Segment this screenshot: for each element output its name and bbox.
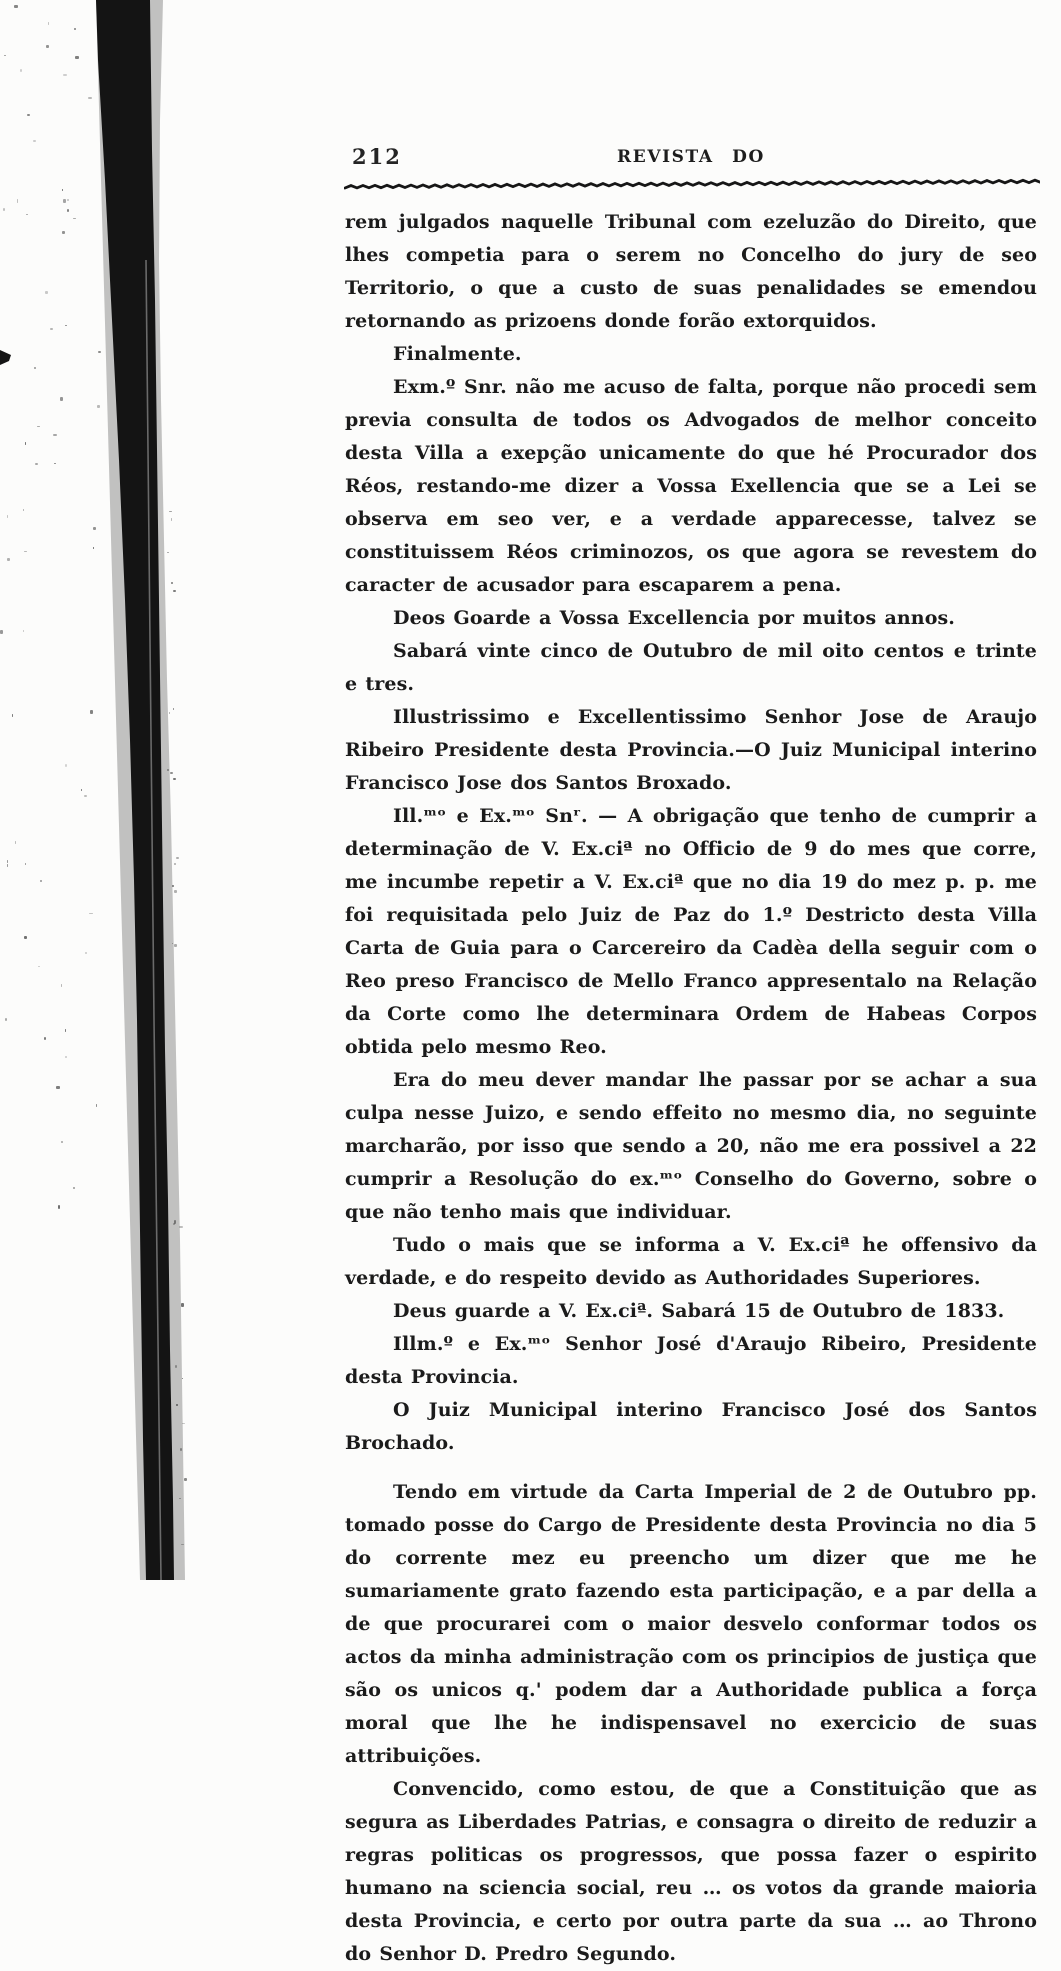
noise-speck — [25, 442, 26, 446]
noise-speck — [65, 764, 67, 767]
noise-speck — [174, 890, 177, 893]
paragraph: Convencido, como estou, de que a Constituição que as segura as Liberdades Patrias, e consagra o direito de reduzir a regras politicas os progressos, que possa fazer o espirito humano na sciencia social, reu … os votos da grande maioria desta Provincia, e certo por outra parte da sua … ao Throno do Senhor D. Predro Segundo. — [345, 1778, 1037, 1965]
noise-speck — [65, 1029, 66, 1032]
noise-speck — [173, 1223, 175, 1225]
noise-speck — [173, 708, 175, 710]
noise-speck — [180, 1448, 182, 1451]
noise-speck — [14, 5, 18, 9]
noise-speck — [7, 864, 8, 867]
paragraph: Deos Goarde a Vossa Excellencia por muitos annos. — [393, 607, 955, 629]
noise-speck — [25, 863, 26, 865]
gutter-shadow-graphic — [0, 0, 220, 1580]
noise-speck — [181, 1544, 184, 1546]
noise-speck — [40, 880, 42, 882]
noise-speck — [172, 885, 173, 888]
gutter-band-shape — [96, 0, 174, 1580]
noise-speck — [176, 857, 179, 860]
noise-speck — [34, 367, 36, 369]
gutter-seam-line — [146, 260, 161, 1580]
noise-speck — [65, 325, 68, 327]
noise-speck — [7, 558, 11, 562]
noise-speck — [93, 527, 97, 530]
noise-speck — [174, 944, 177, 947]
noise-speck — [26, 214, 29, 215]
noise-speck — [182, 1378, 183, 1380]
noise-speck — [98, 351, 101, 353]
noise-speck — [90, 710, 93, 714]
noise-speck — [12, 714, 13, 717]
paragraph: Illm.º e Ex.ᵐᵒ Senhor José d'Araujo Ribeiro, Presidente desta Provincia. — [345, 1333, 1037, 1388]
noise-speck — [37, 426, 40, 427]
noise-speck — [75, 56, 79, 60]
paragraph: Era do meu dever mandar lhe passar por se achar a sua culpa nesse Juizo, e sendo effeito no mesmo dia, no seguinte marcharão, por isso que sendo a 20, não me era possivel a 22 cumprir a Resolução do ex.ᵐᵒ Conselho do Governo, sobre o que não tenho mais que individuar. — [345, 1069, 1037, 1223]
page-number: 212 — [352, 144, 402, 169]
noise-speck — [182, 1423, 185, 1425]
noise-speck — [7, 860, 8, 863]
noise-speck — [58, 1205, 59, 1208]
noise-speck — [89, 913, 93, 915]
noise-speck — [35, 463, 38, 464]
paragraph: rem julgados naquelle Tribunal com ezeluzão do Direito, que lhes competia para o serem no Concelho do jury de seo Territorio, o que a custo de suas penalidades se emendou retornando as prizoens donde forão extorquidos. — [345, 211, 1037, 332]
noise-speck — [53, 434, 57, 436]
noise-speck — [0, 630, 3, 633]
noise-speck — [174, 863, 177, 865]
noise-speck — [88, 97, 92, 99]
noise-speck — [171, 582, 173, 584]
noise-speck — [61, 1141, 64, 1143]
noise-speck — [24, 551, 27, 553]
noise-speck — [20, 69, 22, 73]
noise-speck — [15, 841, 16, 844]
noise-speck — [97, 405, 100, 408]
noise-speck — [67, 209, 70, 213]
noise-speck — [85, 952, 87, 954]
paragraph: Exm.º Snr. não me acuso de falta, porque não procedi sem previa consulta de todos os Advogados de melhor conceito desta Villa a exepção unicamente do que hé Procurador dos Réos, restando-me dizer a Vossa Exellencia que se a Lei se observa em seo ver, e a verdade apparecesse, talvez se constituissem Réos criminozos, os que agora se revestem do caracter de acusador para escaparem a pena. — [345, 376, 1037, 596]
noise-speck — [61, 984, 62, 986]
noise-speck — [60, 397, 63, 401]
noise-speck — [167, 552, 169, 554]
noise-speck — [167, 769, 169, 771]
noise-speck — [169, 511, 172, 512]
noise-speck — [63, 74, 67, 76]
noise-speck — [73, 218, 76, 220]
noise-speck — [7, 515, 8, 518]
gutter-fringe-shape — [96, 0, 185, 1580]
noise-speck — [46, 45, 49, 49]
paragraph: Deus guarde a V. Ex.ciª. Sabará 15 de Outubro de 1833. — [393, 1300, 1005, 1322]
scan-noise-speckles — [0, 0, 220, 1580]
paragraph: Ill.ᵐᵒ e Ex.ᵐᵒ Snʳ. — A obrigação que tenho de cumprir a determinação de V. Ex.ciª no Officio de 9 do mes que corre, me incumbe repetir a V. Ex.ciª que no dia 19 do mez p. p. me foi requisitada pelo Juiz de Paz do 1.º Destricto desta Villa Carta de Guia para o Carcereiro da Cadèa della seguir com o Reo preso Francisco de Mello Franco appresentalo na Relação da Corte como lhe determinara Ordem de Habeas Corpos obtida pelo mesmo Reo. — [345, 805, 1037, 1058]
noise-speck — [181, 1303, 184, 1307]
noise-speck — [179, 1226, 182, 1228]
noise-speck — [17, 199, 18, 203]
noise-speck — [179, 1498, 181, 1500]
paragraph: Tudo o mais que se informa a V. Ex.ciª he offensivo da verdade, e do respeito devido as Authoridades Superiores. — [345, 1234, 1037, 1289]
noise-speck — [84, 795, 87, 797]
edge-mark — [0, 350, 11, 365]
noise-speck — [48, 22, 49, 25]
header-rule — [344, 172, 1040, 189]
noise-speck — [33, 140, 36, 142]
noise-speck — [67, 199, 68, 201]
noise-speck — [63, 199, 67, 203]
noise-speck — [23, 509, 24, 510]
noise-speck — [65, 1056, 67, 1058]
noise-speck — [45, 291, 47, 294]
scan-gutter-shadow — [0, 0, 220, 1580]
noise-speck — [24, 936, 27, 939]
paragraph: Tendo em virtude da Carta Imperial de 2 de Outubro pp. tomado posse do Cargo de Presidente desta Provincia no dia 5 do corrente mez eu preencho um dizer que me he sumariamente grato fazendo esta participação, e a par della a de que procurarei com o maior desvelo conformar todos os actos da minha administração com os principios de justiça que são os unicos q.' podem dar a Authoridade publica a força moral que lhe he indispensavel no exercicio de suas attribuições. — [345, 1481, 1037, 1767]
noise-speck — [56, 1086, 60, 1089]
noise-speck — [5, 1018, 7, 1021]
text-column — [345, 206, 1037, 1971]
header-rule-graphic — [344, 175, 1040, 192]
noise-speck — [173, 778, 176, 780]
noise-speck — [96, 1104, 98, 1107]
noise-speck — [54, 463, 56, 465]
noise-speck — [3, 208, 5, 211]
noise-speck — [74, 28, 76, 31]
noise-speck — [4, 55, 6, 56]
noise-speck — [44, 1037, 46, 1040]
noise-speck — [176, 1404, 178, 1406]
noise-speck — [184, 1478, 187, 1481]
noise-speck — [23, 630, 25, 633]
noise-speck — [174, 1220, 177, 1224]
noise-speck — [38, 966, 39, 967]
noise-speck — [81, 789, 82, 791]
header-rule-path — [345, 180, 1040, 188]
noise-speck — [172, 943, 173, 944]
paragraph: Sabará vinte cinco de Outubro de mil oito centos e trinte e tres. — [345, 640, 1037, 695]
noise-speck — [169, 712, 171, 714]
noise-speck — [27, 114, 29, 116]
noise-speck — [62, 231, 65, 233]
running-title: REVISTA DO — [617, 147, 765, 167]
noise-speck — [73, 1187, 75, 1190]
noise-speck — [171, 518, 172, 520]
paragraph: Finalmente. — [393, 343, 522, 365]
noise-speck — [62, 189, 63, 191]
paragraph: Illustrissimo e Excellentissimo Senhor Jose de Araujo Ribeiro Presidente desta Provincia.—O Juiz Municipal interino Francisco Jose dos Santos Broxado. — [345, 706, 1037, 794]
noise-speck — [50, 328, 53, 330]
noise-speck — [175, 1365, 177, 1368]
paragraph: O Juiz Municipal interino Francisco José dos Santos Brochado. — [345, 1399, 1037, 1454]
noise-speck — [170, 772, 173, 774]
noise-speck — [93, 547, 94, 549]
noise-speck — [173, 590, 176, 592]
